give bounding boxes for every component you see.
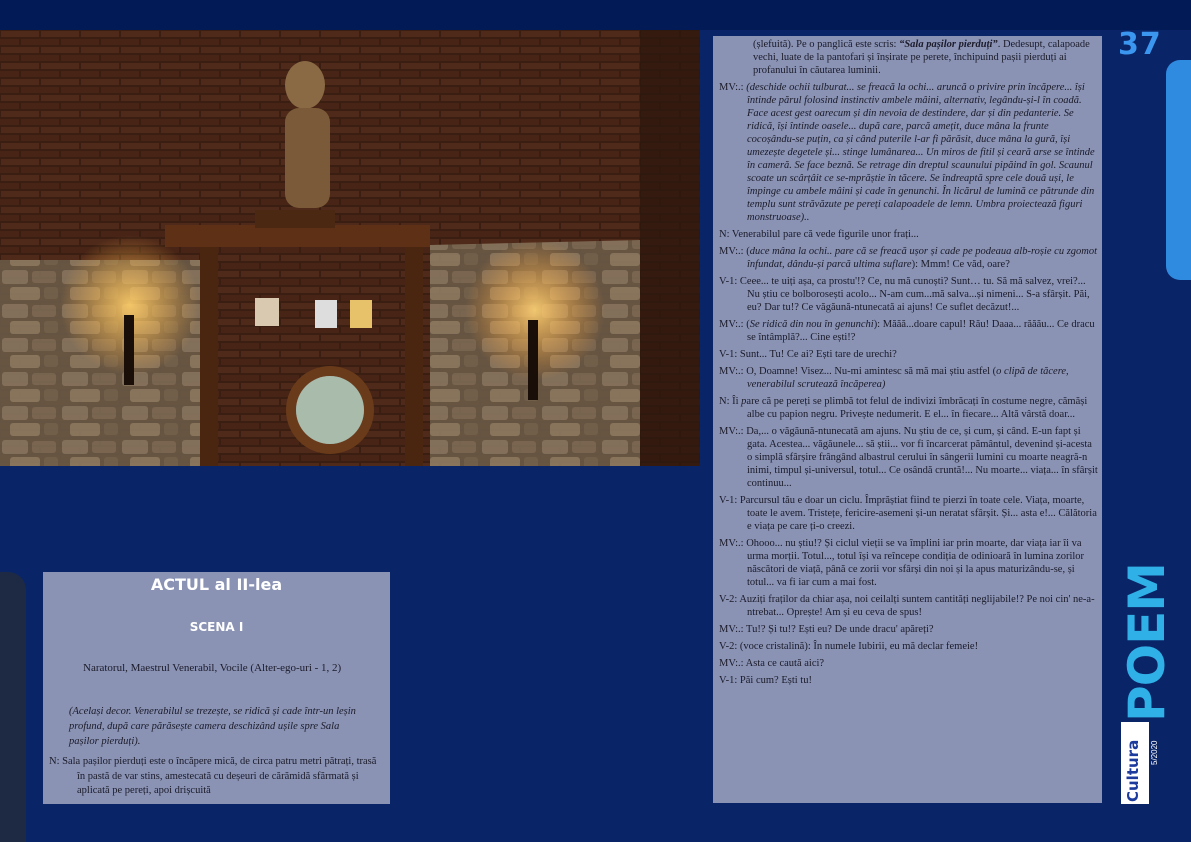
issue-number: 5/2020 xyxy=(1150,740,1159,765)
top-strip xyxy=(0,0,1191,30)
dialogue-line xyxy=(719,245,1098,271)
dialogue-line xyxy=(719,365,1098,391)
speaker: MV:.: ( xyxy=(719,246,750,257)
line-text: MV:.: O, Doamne! Visez... Nu-mi amintesc să mă mai știu astfel ( xyxy=(719,366,997,377)
narration-paragraph xyxy=(49,755,379,799)
act-title: ACTUL al II-lea xyxy=(150,575,283,594)
dialogue-line: MV:.: Asta ce caută aici? xyxy=(719,658,825,669)
dialogue-line: V-1: Păi cum? Ești tu! xyxy=(719,675,812,686)
dialogue-line xyxy=(719,81,1098,224)
stage-text: o clipă de tăcere, venerabilul scrutează încăperea) xyxy=(747,366,1069,390)
scene-title: SCENA I xyxy=(189,620,244,634)
stage-text: duce mâna la ochi.. pare că se freacă ușor și cade pe podeaua alb-roșie cu zgomot înfundat, dându-și parcă ultima suflare xyxy=(747,246,1098,270)
dialogue-line: V-1: Sunt... Tu! Ce ai? Ești tare de urechi? xyxy=(719,349,897,360)
left-edge-panel xyxy=(0,572,26,842)
dialogue-line: V-1: Parcursul tău e doar un ciclu. Împrăștiat fiind te pierzi în toate cele. Viața, moarte, toate le avem. Tristețe, fericire-asemeni și-un neratat sfârșit. Și... asta e!... Călătoria e viața pe care ți-o creezi. xyxy=(719,495,1097,532)
dialogue-line: V-2: (voce cristalină): În numele Iubirii, eu mă declar femeie! xyxy=(719,641,979,652)
chapel-interior-photo xyxy=(0,30,700,466)
stage-text: Se ridică din nou în genunchi xyxy=(749,319,874,330)
italic-letter: p xyxy=(741,396,747,407)
banner-text: “Sala pașilor pierduți” xyxy=(899,39,998,50)
cont-text-end: . Dedesupt, calapoade vechi, luate de la pantofari și înșirate pe perete, închipuind pașii pierduți ai profanului în căutarea luminii. xyxy=(753,39,1090,76)
act-intro-box xyxy=(43,572,390,804)
line-text: are că pe pereți se plimbă tot felul de indivizi îmbrăcați în costume negre, cămăși albe cu papion negru. Privește nedumerit. E el... în fiecare... Altă vârstă doar... xyxy=(746,396,1088,420)
right-edge-tab xyxy=(1166,60,1191,280)
stage-direction: (Același decor. Venerabilul se trezește, se ridică și cade într-un leșin profund, după care părăsește camera deschizând ușile spre Sala pașilor pierduți). xyxy=(69,706,356,747)
page-number: 37 xyxy=(1118,27,1162,62)
dialogue-line: MV:.: Da,... o văgăună-ntunecată am ajuns. Nu știu de ce, și cum, și când. E-un fapt și gata. Acestea... văgăunele... să știi... vor fi încarcerat pământul, devenind și-acesta o simplă sfârșire frângând albastrul cerului în sângerii lumini cu moarte neagră-n inimi, timpul și-universul, totul... Ce osândă cruntă!... Nu moarte... viața... în sfârșit continuu... xyxy=(719,426,1098,489)
photo-illustration xyxy=(0,30,700,466)
cont-text: (șlefuită). Pe o panglică este scris: xyxy=(753,39,900,50)
dialogue-line: MV:.: Tu!? Și tu!? Ești eu? De unde dracu' apăreți? xyxy=(719,624,934,635)
section-title-poem: POEM xyxy=(1118,562,1176,722)
narration-text: N: Sala pașilor pierduți este o încăpere mică, de circa patru metri pătrați, trasă în pastă de var stins, amestecată cu deșeuri de cărămidă sfărmată și aplicată pe pereți, apoi drișcuită xyxy=(49,756,377,796)
dialogue-line xyxy=(719,395,1098,421)
line-text: ): Măăă...doare capul! Rău! Daaa... răăău... Ce dracu se întâmplă?... Cine ești!? xyxy=(747,319,1095,343)
speaker: MV:.: xyxy=(719,82,747,93)
stage-text: (deschide ochii tulburat... se freacă la ochi... aruncă o privire prin încăpere... își întinde părul folosind instinctiv ambele mâini, alternativ, legându-și-l în coadă. Face acest gest oarecum și din nevoia de destindere, dar și din pedanterie. Se ridică, își întinde oasele... după care, parcă amețit, duce mâna la frunte cocoșându-se puțin, ca și când puterile l-ar fi părăsit, duce mâna la gură, își umezește degetele și... stinge lumânarea... Un miros de fitil și ceară arse se întinde în cameră. Se face beznă. Se retrage din dreptul scaunului pipăind în gol. Scaunul scoate un scârțâit ce se-mprăștie în tăcere. Se îndreaptă spre cele două uși, le împinge cu ambele mâini și cade în genunchi. În licărul de lumină ce pătrunde din templu sunt străvăzute pe pereți calapoadele de lemn. Umbra proiectează figuri monstruoase).. xyxy=(746,82,1095,223)
speaker: MV:.: ( xyxy=(719,319,750,330)
magazine-logo: Cultura xyxy=(1124,739,1142,802)
characters-list: Naratorul, Maestrul Venerabil, Vocile (Alter-ego-uri - 1, 2) xyxy=(83,662,342,674)
dialogue-box xyxy=(713,36,1102,803)
dialogue-line: V-2: Auziți fraților da chiar așa, noi ceilalți suntem cantități neglijabile!? Pe noi cin' ne-a-ntrebat... Oprește! Am și eu ceva de spus! xyxy=(719,594,1095,618)
speaker: N: Îi xyxy=(719,396,742,407)
dialogue-line xyxy=(719,318,1098,344)
dialogue-line: V-1: Ceee... te uiți așa, ca prostu'!? Ce, nu mă cunoști? Sunt… tu. Să mă salvez, vrei?... Nu știu ce bolborosești acolo... N-am cum...mă salva...și nimeni... S-a sfârșit. Păi, eu? Dar tu!? Ce văgăună-ntunecată ai ajuns! Ce suflet decăzut!... xyxy=(719,276,1090,313)
continued-paragraph xyxy=(719,38,1098,77)
line-text: ): Mmm! Ce văd, oare? xyxy=(911,259,1010,270)
dialogue-line: N: Venerabilul pare că vede figurile unor frați... xyxy=(719,229,919,240)
dialogue-line: MV:.: Ohooo... nu știu!? Și ciclul vieții se va împlini iar prin moarte, dar viața iar îi va urma morții. Totul..., totul își va reîncepe condiția de odinioară în lumina zorilor născători de viață, până ce zorii vor sfârși din noi și la apus maturizându-se, și totul... va fi iar cum a mai fost. xyxy=(719,538,1085,588)
